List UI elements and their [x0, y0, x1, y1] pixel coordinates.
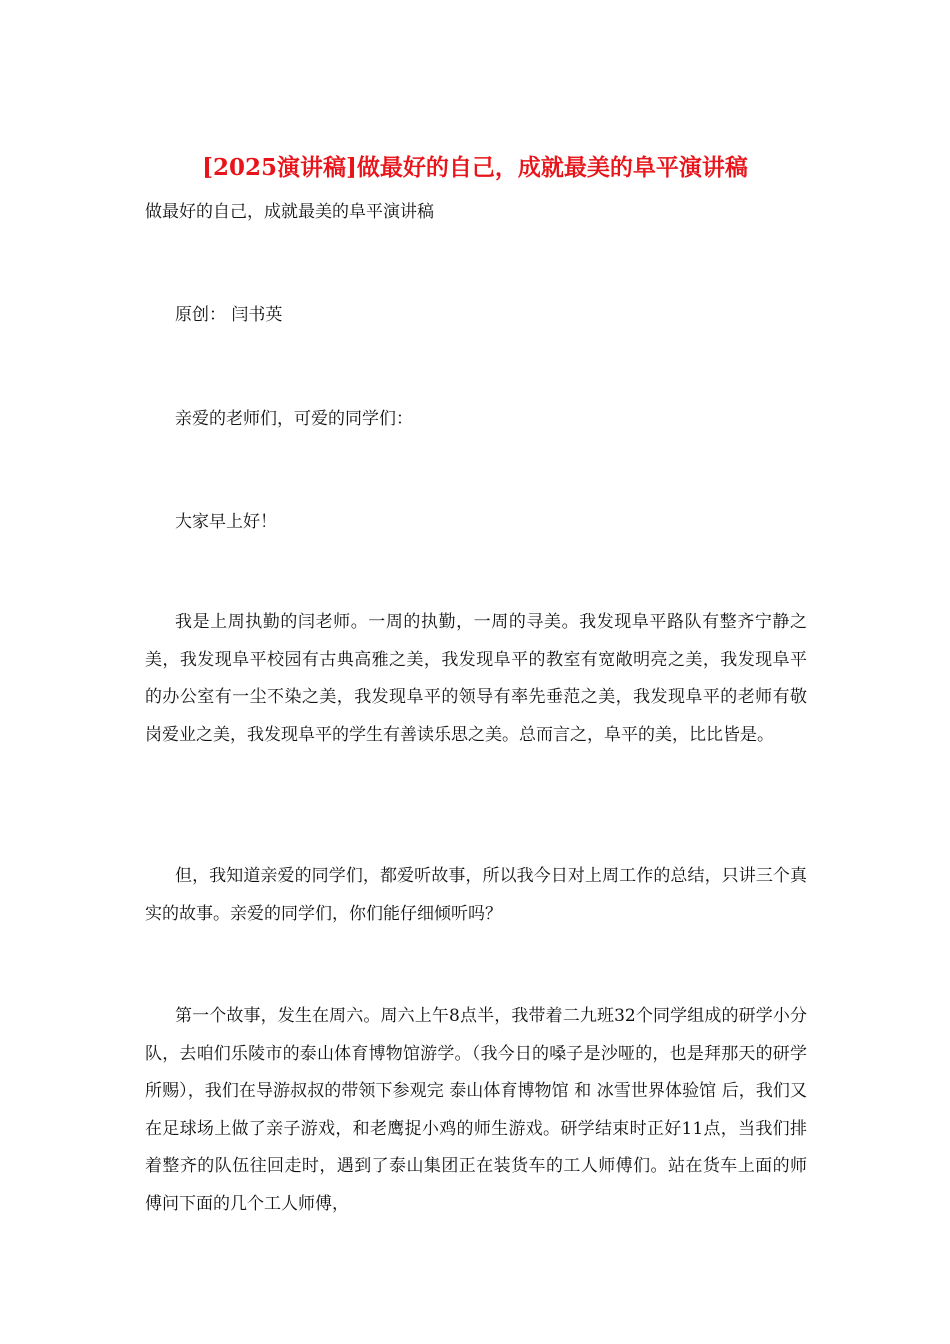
paragraph-first-story: 第一个故事，发生在周六。周六上午8点半，我带着二九班32个同学组成的研学小分队，去咱们乐陵市的泰山体育博物馆游学。（我今日的嗓子是沙哑的，也是拜那天的研学所赐），我们在导游叔叔的带领下参观完 泰山体育博物馆 和 冰雪世界体验馆 后，我们又在足球场上做了亲子游戏，和老鹰捉小鸡的师生游戏。研学结束时正好11点，当我们排着整齐的队伍往回走时，遇到了泰山集团正在装货车的工人师傅们。站在货车上面的师傅问下面的几个工人师傅， — [145, 1006, 807, 1214]
morning-greeting: 大家早上好！ — [175, 512, 277, 532]
document-title: [2025演讲稿]做最好的自己，成就最美的阜平演讲稿 — [202, 154, 748, 181]
greeting-line: 亲爱的老师们，可爱的同学们： — [175, 409, 413, 429]
document-subtitle: 做最好的自己，成就最美的阜平演讲稿 — [145, 202, 434, 222]
paragraph-story-intro: 但，我知道亲爱的同学们，都爱听故事，所以我今日对上周工作的总结，只讲三个真实的故事。亲爱的同学们，你们能仔细倾听吗？ — [145, 866, 807, 924]
author-line: 原创： 闫书英 — [175, 305, 283, 325]
paragraph-duty-summary: 我是上周执勤的闫老师。一周的执勤，一周的寻美。我发现阜平路队有整齐宁静之美，我发现阜平校园有古典高雅之美，我发现阜平的教室有宽敞明亮之美，我发现阜平的办公室有一尘不染之美，我发现阜平的领导有率先垂范之美，我发现阜平的老师有敬岗爱业之美，我发现阜平的学生有善读乐思之美。总而言之，阜平的美，比比皆是。 — [145, 612, 807, 745]
